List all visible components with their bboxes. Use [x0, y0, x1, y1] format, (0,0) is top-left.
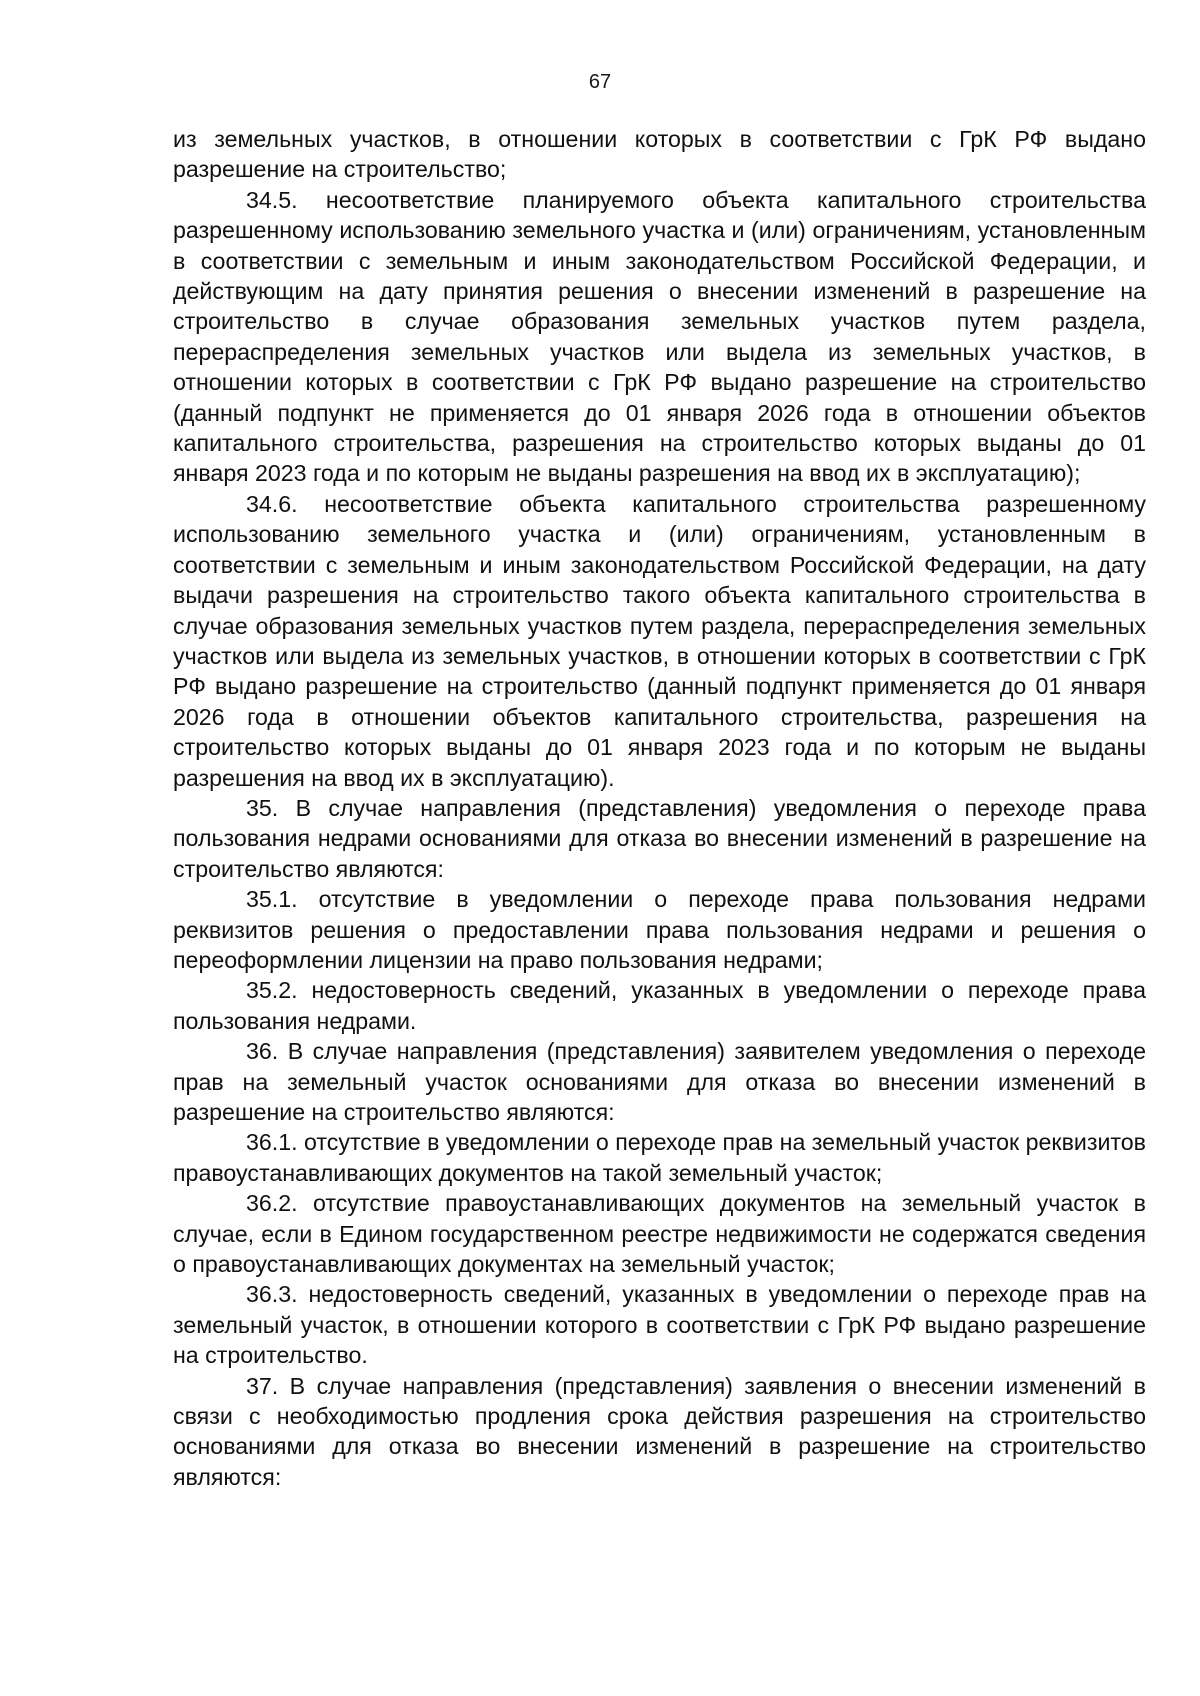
- paragraph-36-3: 36.3. недостоверность сведений, указанных в уведомлении о переходе прав на земельный участок, в отношении которого в соответствии с ГрК РФ выдано разрешение на строительство.: [173, 1281, 1146, 1369]
- paragraph-continuation: из земельных участков, в отношении которых в соответствии с ГрК РФ выдано разрешение на строительство;: [173, 126, 1146, 183]
- paragraph-34-6: 34.6. несоответствие объекта капитального строительства разрешенному использованию земельного участка и (или) ограничениям, установленным в соответствии с земельным и иным законодательством Российской Федерации, на дату выдачи разрешения на строительство такого объекта капитального строительства в случае образования земельных участков путем раздела, перераспределения земельных участков или выдела из земельных участков, в отношении которых в соответствии с ГрК РФ выдано разрешение на строительство (данный подпункт применяется до 01 января 2026 года в отношении объектов капитального строительства, разрешения на строительство которых выданы до 01 января 2023 года и по которым не выданы разрешения на ввод их в эксплуатацию).: [173, 490, 1146, 791]
- paragraph-36-2: 36.2. отсутствие правоустанавливающих документов на земельный участок в случае, если в Едином государственном реестре недвижимости не содержатся сведения о правоустанавливающих документах на земельный участок;: [173, 1190, 1146, 1278]
- paragraph-35: 35. В случае направления (представления) уведомления о переходе права пользования недрами основаниями для отказа во внесении изменений в разрешение на строительство являются:: [173, 794, 1146, 882]
- paragraph-37: 37. В случае направления (представления) заявления о внесении изменений в связи с необходимостью продления срока действия разрешения на строительство основаниями для отказа во внесении изменений в разрешение на строительство являются:: [173, 1372, 1146, 1490]
- page-number: 67: [588, 71, 612, 93]
- document-body: [173, 124, 1146, 1492]
- paragraph-34-5: 34.5. несоответствие планируемого объекта капитального строительства разрешенному использованию земельного участка и (или) ограничениям, установленным в соответствии с земельным и иным законодательством Российской Федерации, и действующим на дату принятия решения о внесении изменений в разрешение на строительство в случае образования земельных участков путем раздела, перераспределения земельных участков или выдела из земельных участков, в отношении которых в соответствии с ГрК РФ выдано разрешение на строительство (данный подпункт не применяется до 01 января 2026 года в отношении объектов капитального строительства, разрешения на строительство которых выданы до 01 января 2023 года и по которым не выданы разрешения на ввод их в эксплуатацию);: [173, 186, 1146, 487]
- paragraph-35-2: 35.2. недостоверность сведений, указанных в уведомлении о переходе права пользования недрами.: [173, 977, 1146, 1034]
- paragraph-36-1: 36.1. отсутствие в уведомлении о переходе прав на земельный участок реквизитов правоустанавливающих документов на такой земельный участок;: [173, 1129, 1146, 1186]
- paragraph-35-1: 35.1. отсутствие в уведомлении о переходе права пользования недрами реквизитов решения о предоставлении права пользования недрами и решения о переоформлении лицензии на право пользования недрами;: [173, 886, 1146, 973]
- paragraph-36: 36. В случае направления (представления) заявителем уведомления о переходе прав на земельный участок основаниями для отказа во внесении изменений в разрешение на строительство являются:: [173, 1038, 1146, 1125]
